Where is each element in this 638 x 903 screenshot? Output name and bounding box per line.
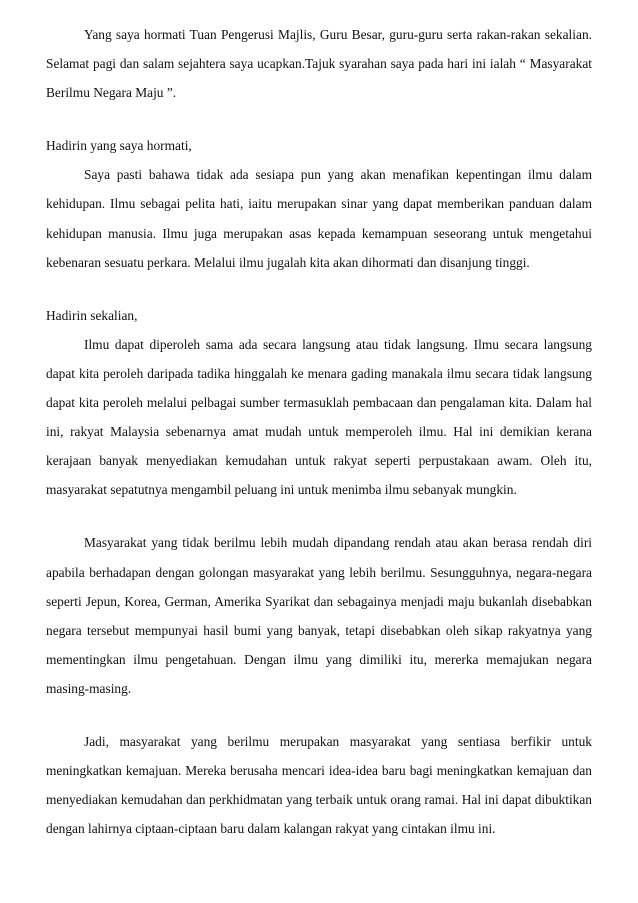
- paragraph-spacer: [46, 107, 592, 131]
- paragraph-spacer: [46, 504, 592, 528]
- body-paragraph-4: Jadi, masyarakat yang berilmu merupakan masyarakat yang sentiasa berfikir untuk meningkatkan kemajuan. Mereka berusaha mencari idea-idea baru bagi meningkatkan kemajuan dan menyediakan kemudahan dan perkhidmatan yang terbaik untuk orang ramai. Hal ini dapat dibuktikan dengan lahirnya ciptaan-ciptaan baru dalam kalangan rakyat yang cintakan ilmu ini.: [46, 733, 592, 837]
- body-paragraph-1: Saya pasti bahawa tidak ada sesiapa pun yang akan menafikan kepentingan ilmu dalam kehidupan. Ilmu sebagai pelita hati, iaitu merupakan sinar yang dapat memberikan panduan dalam kehidupan manusia. Ilmu juga merupakan asas kepada kemampuan seseorang untuk mengetahui kebenaran sesuatu perkara. Melalui ilmu jugalah kita akan dihormati dan disanjung tinggi.: [46, 167, 592, 270]
- greeting-line-2: Hadirin sekalian,: [46, 307, 138, 323]
- body-paragraph-3: Masyarakat yang tidak berilmu lebih mudah dipandang rendah atau akan berasa rendah diri apabila berhadapan dengan golongan masyarakat yang lebih berilmu. Sesungguhnya, negara-negara seperti Jepun, Korea, German, Amerika Syarikat dan sebagainya menjadi maju bukanlah disebabkan negara tersebut mempunyai hasil bumi yang banyak, tetapi disebabkan oleh sikap rakyatnya yang mementingkan ilmu pengetahuan. Dengan ilmu yang dimiliki itu, mererka memajukan negara masing-masing.: [46, 535, 592, 696]
- paragraph-spacer: [46, 277, 592, 301]
- opening-paragraph: Yang saya hormati Tuan Pengerusi Majlis, Guru Besar, guru-guru serta rakan-rakan sekalian. Selamat pagi dan salam sejahtera saya ucapkan.Tajuk syarahan saya pada hari ini ialah “ Masyarakat Berilmu Negara Maju ”.: [46, 27, 592, 101]
- greeting-line-1: Hadirin yang saya hormati,: [46, 138, 192, 154]
- paragraph-spacer: [46, 703, 592, 727]
- body-paragraph-2: Ilmu dapat diperoleh sama ada secara langsung atau tidak langsung. Ilmu secara langsung dapat kita peroleh daripada tadika hinggalah ke menara gading manakala ilmu secara tidak langsung dapat kita peroleh melalui pelbagai sumber termasuklah pembacaan dan pengalaman kita. Dalam hal ini, rakyat Malaysia sebenarnya amat mudah untuk memperoleh ilmu. Hal ini demikian kerana kerajaan banyak menyediakan kemudahan untuk rakyat seperti perpustakaan awam. Oleh itu, masyarakat sepatutnya mengambil peluang ini untuk menimba ilmu sebanyak mungkin.: [46, 336, 592, 498]
- speech-text: [46, 20, 592, 843]
